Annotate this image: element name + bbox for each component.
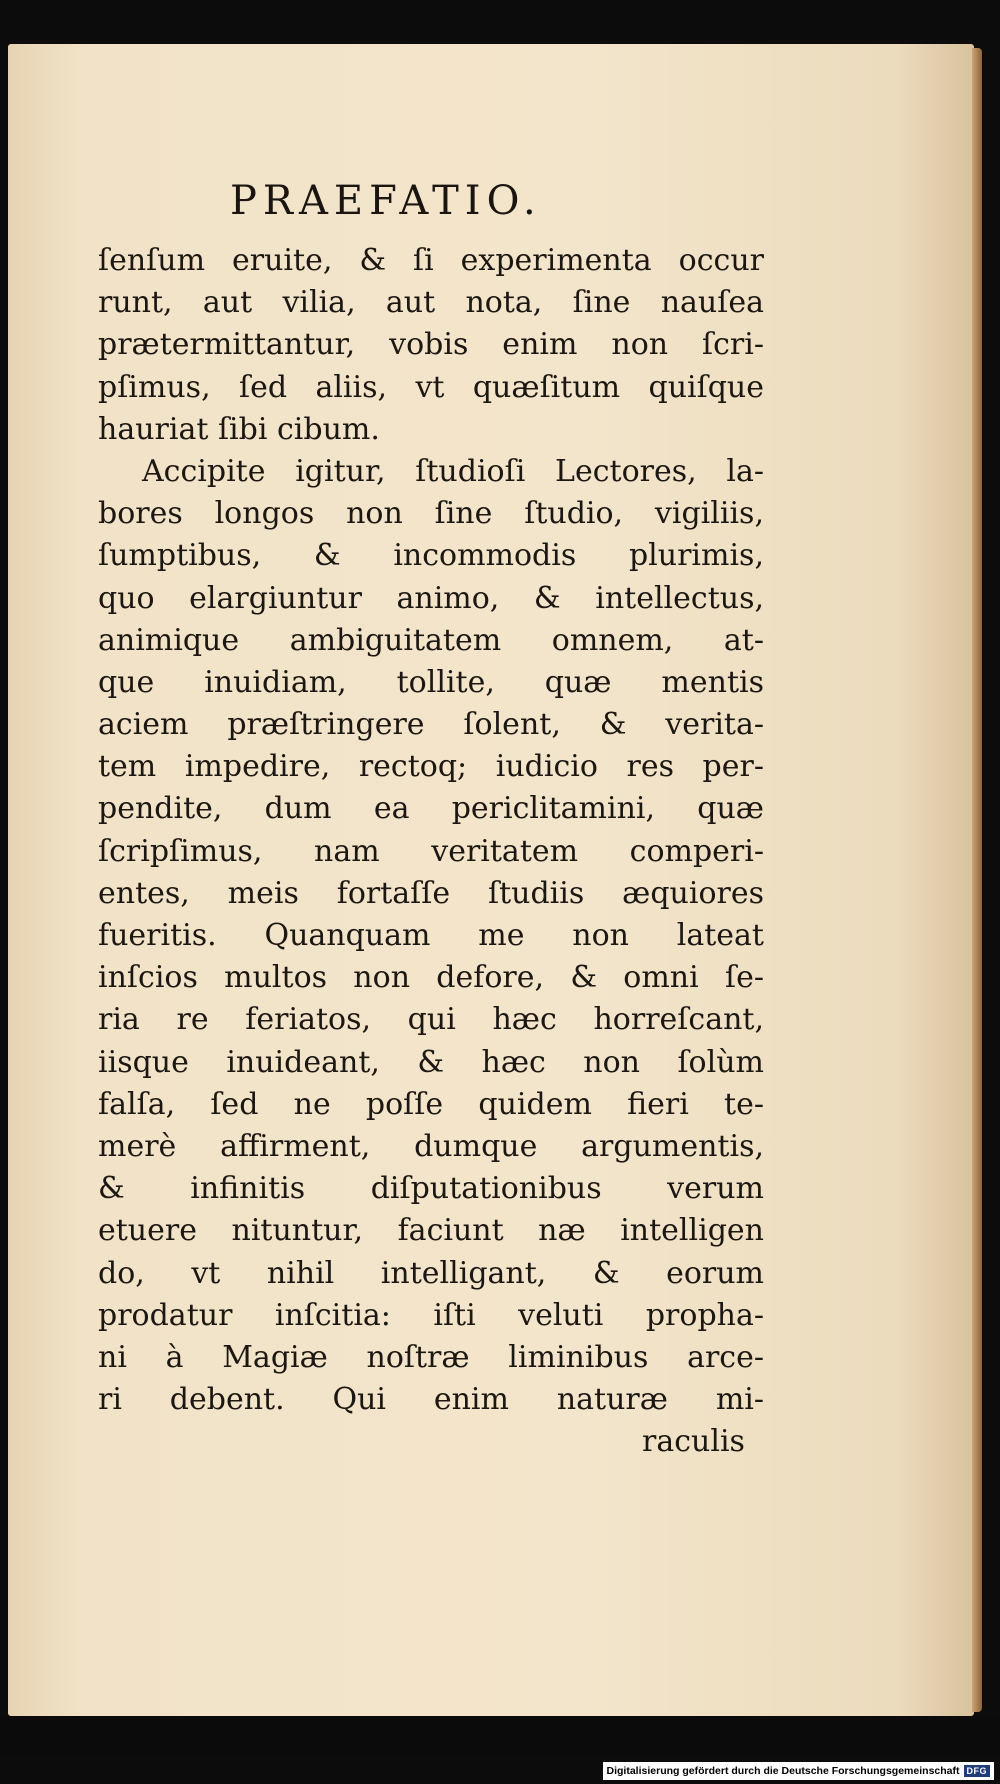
text-line: hauriat ſibi cibum. xyxy=(98,411,380,447)
dfg-logo: DFG xyxy=(964,1765,991,1777)
text-line: merè affirment, dumque argumentis, xyxy=(98,1128,764,1164)
digitization-credit xyxy=(603,1762,994,1780)
bottom-band xyxy=(0,1716,1000,1756)
page-edge xyxy=(972,48,982,1712)
text-line: ſumptibus, & incommodis plurimis, xyxy=(98,538,764,574)
text-line: ſenſum eruite, & ſi experimenta occur xyxy=(98,243,764,278)
running-head: PRAEFATIO. xyxy=(230,178,542,224)
text-line: pſimus, ſed aliis, vt quæſitum quiſque xyxy=(98,369,764,405)
text-line: animique ambiguitatem omnem, at- xyxy=(98,622,764,658)
body-text xyxy=(98,240,764,1421)
text-line: prætermittantur, vobis enim non ſcri- xyxy=(98,327,764,363)
text-line: pendite, dum ea periclitamini, quæ xyxy=(98,791,764,827)
text-line: & infinitis diſputationibus verum xyxy=(98,1171,764,1207)
text-line: iisque inuideant, & hæc non ſolùm xyxy=(98,1044,764,1080)
text-line: ri debent. Qui enim naturæ mi- xyxy=(98,1382,764,1418)
text-line: que inuidiam, tollite, quæ mentis xyxy=(98,664,764,700)
text-line: ni à Magiæ noſtræ liminibus arce- xyxy=(98,1339,764,1375)
text-line: prodatur inſcitia: iſti veluti propha- xyxy=(98,1297,764,1333)
catchword: raculis xyxy=(642,1424,745,1459)
text-line: tem impedire, rectoq; iudicio res per- xyxy=(98,749,764,785)
credit-text: Digitalisierung gefördert durch die Deutsche Forschungsgemeinschaft xyxy=(606,1765,960,1777)
text-line: etuere nituntur, faciunt næ intelligen xyxy=(98,1213,764,1249)
text-line: inſcios multos non defore, & omni ſe- xyxy=(98,960,764,996)
text-line: falſa, ſed ne poſſe quidem fieri te- xyxy=(98,1086,764,1122)
text-line: entes, meis fortaſſe ſtudiis æquiores xyxy=(98,875,764,911)
text-line: ſcripſimus, nam veritatem comperi- xyxy=(98,833,764,869)
text-line: do, vt nihil intelligant, & eorum xyxy=(98,1255,764,1291)
text-line: bores longos non ſine ſtudio, vigiliis, xyxy=(98,496,764,532)
text-line: quo elargiuntur animo, & intellectus, xyxy=(98,580,764,616)
text-line: fueritis. Quanquam me non lateat xyxy=(98,918,764,953)
text-line: ria re feriatos, qui hæc horreſcant, xyxy=(98,1002,764,1038)
text-line: runt, aut vilia, aut nota, ſine nauſea xyxy=(98,285,764,321)
text-line: aciem præſtringere ſolent, & verita- xyxy=(98,707,764,743)
text-line: Accipite igitur, ſtudioſi Lectores, la- xyxy=(142,453,764,489)
